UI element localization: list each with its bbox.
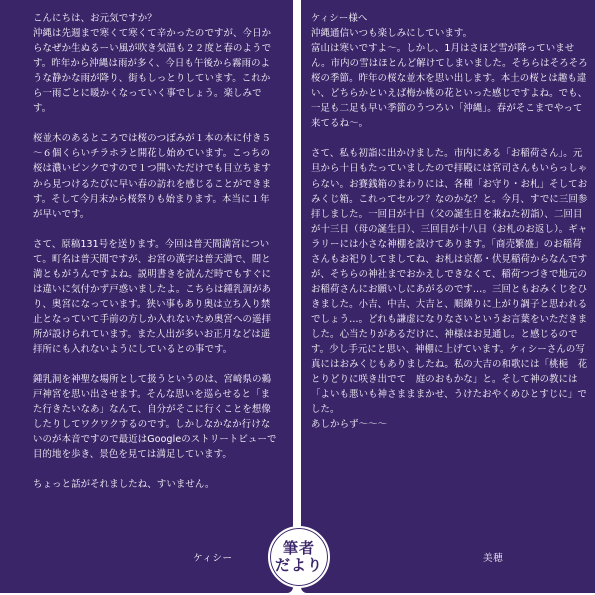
letter-panel-left xyxy=(0,0,293,593)
letter-body-left xyxy=(33,11,277,493)
left-paragraph-3: さて、原稿131号を送ります。今回は普天間満宮について。町名は普天間ですが、お宮の漢字は普天満で、間と満ともがうんですよね。説明書きを読んだ時でもすぐには違いに気付かず戸惑いましたよ。こちらは鍾乳洞があり、奥宮になっています。狭い事もあり奥は立ち入り禁止となっていて手前の方しか入れないため奥宮への遥拝所が設けられています。また人出が多いお正月などは遥拝所にも入れないようにしているとの事です。 xyxy=(33,238,272,356)
left-paragraph-5: ちょっと話がそれましたね、すいません。 xyxy=(33,479,215,491)
right-paragraph-2: さて、私も初詣に出かけました。市内にある「お稲荷さん」。元旦から十日もたっていましたので拝殿には宮司さんもいらっしゃらない。お賽銭箱のまわりには、各種「お守り・お札」そしておみくじ箱。これってセルフ？なのかな？と。今月、すでに三回参拝しました。一回目が十日（父の誕生日を兼ねた初詣）、二回目が十三日（母の誕生日）、三回目が十八日（お札のお返し）。ギャラリーには小さな神棚を設けてあります。「商売繁盛」のお稲荷さんもお祀りしてましてね、お札は京都・伏見稲荷からなんですが、そちらの神社までおかえしできなくて、稲荷つづきで地元のお稲荷さんにお願いしにあがるのです…。三回ともおみくじをひきました。小吉、中吉、大吉と、順繰りに上がり調子と思われるでしょう…。どれも謙虚になりなさいというお言葉をいただきました。心当たりがあるだけに、神様はお見通し。と感じるのです。少し手元にと思い、神棚に上げています。ケィシーさんの写真にはおみくじもありましたね。私の大吉の和歌には「桃梔 花とりどりに咲き出でて 庭のおもかな」と。そして神の教には「よいも悪いも神さまままかせ、うけたおやくめひとすじに」でした。 あしからず～～～ xyxy=(311,148,588,431)
left-paragraph-2: 桜並木のあるところでは桜のつぼみが１本の木に付き５～６個くらいチラホラと開花し始めています。こっちの桜は濃いピンクですので１つ開いただけでも目立ちますから見つけるたびに早い春の訪れを感じることができます。そして今月末から桜祭りも始まります。本当に１年が早いです。 xyxy=(33,133,272,220)
section-badge xyxy=(268,526,330,588)
right-paragraph-1: ケィシー様へ 沖縄通信いつも楽しみにしています。 富山は寒いですよ～。しかし、1月はさほど雪が降っていません。市内の雪はほとんど解けてしまいました。そちらはそろそろ桜の季節。昨年の桜な並木を思い出します。本土の桜とは趣も違い、どちらかといえば梅か桃の花といった感じですよね。でも、一足も二足も早い季節のうつろい「沖縄」。春がそこまでやって来てるね～。 xyxy=(311,13,588,130)
letter-panel-right xyxy=(301,0,595,593)
badge-line-2: だより xyxy=(274,556,323,574)
left-paragraph-4: 鍾乳洞を神聖な場所として扱うというのは、宮崎県の鵜戸神宮を思い出させます。そんな思いを巡らせると「また行きたいなあ」なんて、自分がそこに行くことを想像したりしてワクワクするのです。しかしなかなか行けないのが本音ですので最近はGoogleのストリートビューで目的地を歩き、景色を見ては満足しています。 xyxy=(33,374,277,461)
left-paragraph-1: こんにちは、お元気ですか？ 沖縄は先週まで寒くて寒くて辛かったのですが、今日からなぜか生ぬるーい風が吹き気温も２２度と春のようです。昨年から沖縄は雨が多く、今日も午後から霧雨のような静かな雨が降り、街もしっとりしています。これから一雨ごとに暖かくなっていく事でしょう。楽しみです。 xyxy=(33,13,272,115)
letter-body-right xyxy=(311,11,589,432)
badge-line-1: 筆者 xyxy=(282,539,315,557)
right-signature: 美穂 xyxy=(483,553,504,564)
left-signature: ケィシー xyxy=(193,553,233,564)
